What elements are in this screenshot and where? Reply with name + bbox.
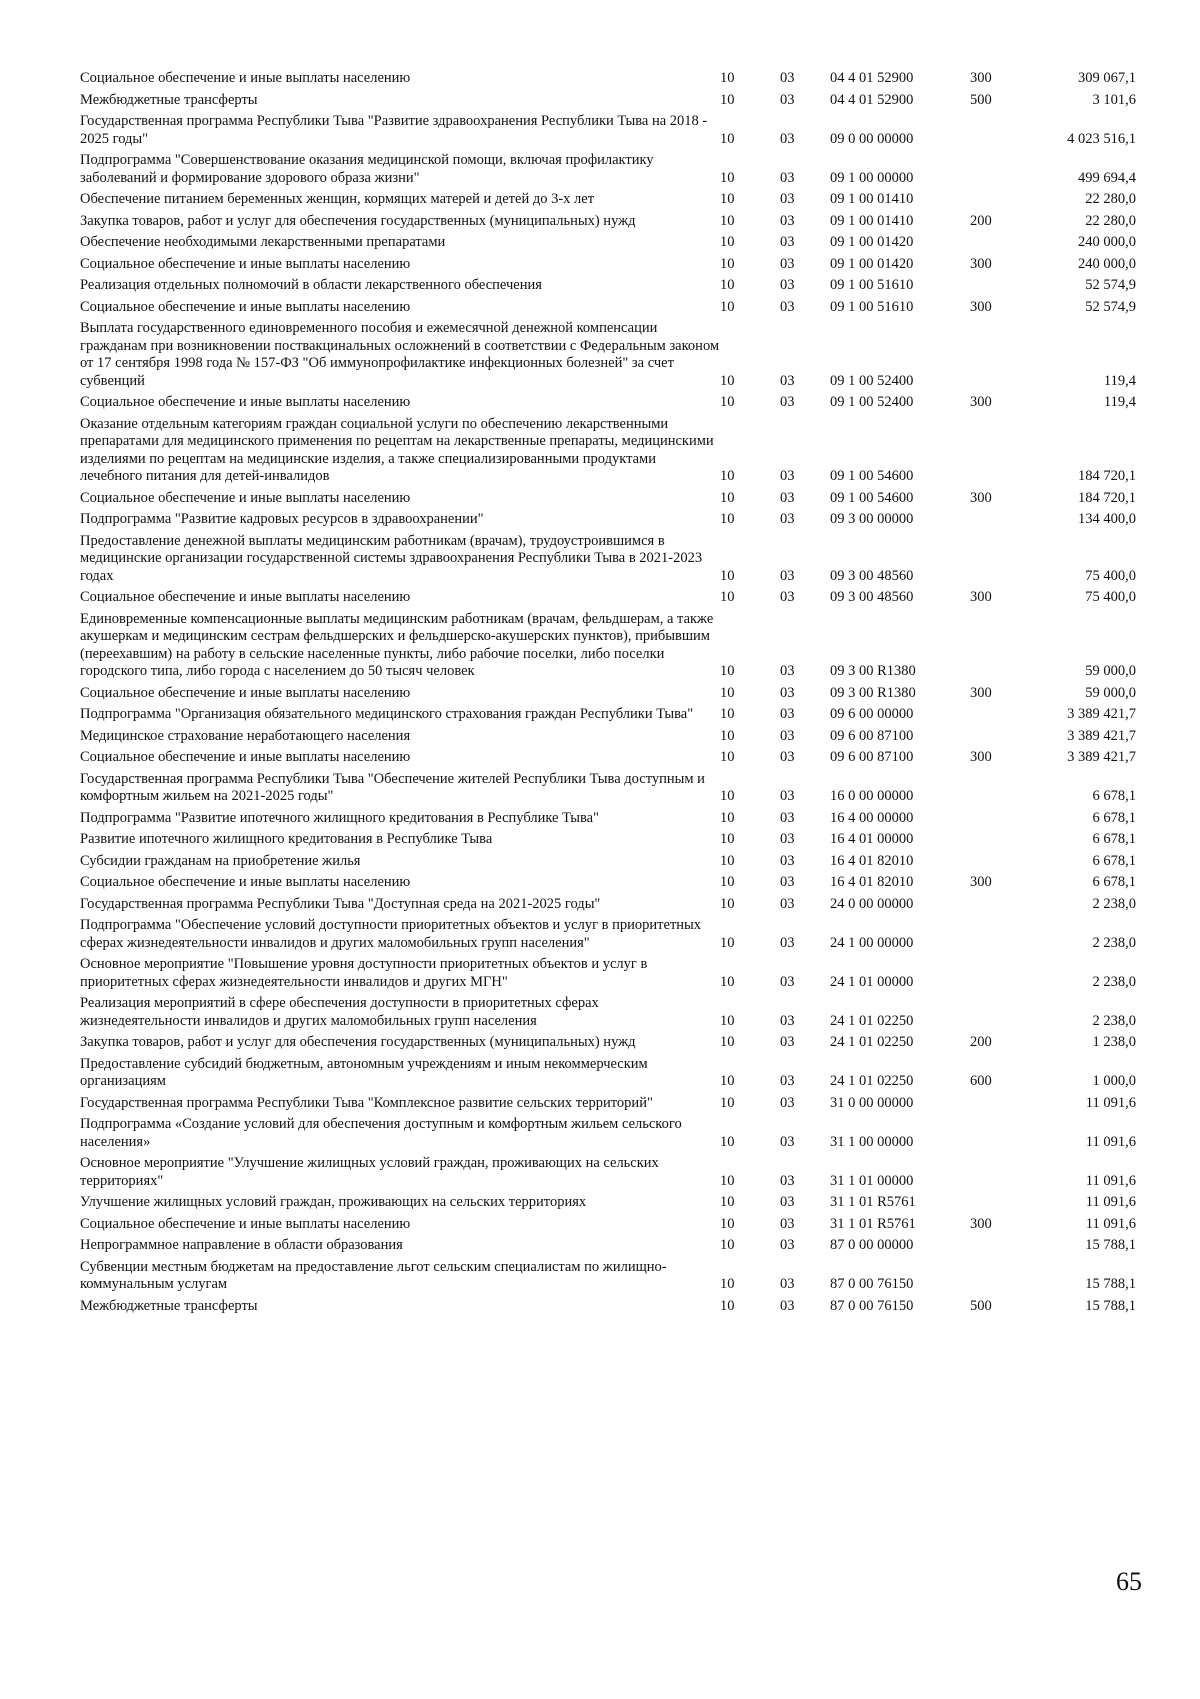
row-section: 10 <box>720 1237 735 1253</box>
row-amount: 59 000,0 <box>1085 684 1136 701</box>
table-row <box>80 189 1136 211</box>
row-target-code: 09 1 00 52400 <box>830 372 914 389</box>
row-name: Социальное обеспечение и иные выплаты населению <box>80 298 411 315</box>
row-expense-type <box>970 531 1030 588</box>
row-target-code: 24 0 00 00000 <box>830 895 914 912</box>
row-target-code: 09 1 00 51610 <box>830 298 914 315</box>
row-name: Подпрограмма «Создание условий для обеспечения доступным и комфортным жильем сельского населения» <box>80 1116 682 1150</box>
table-row <box>80 1296 1136 1318</box>
row-target-code: 31 1 00 00000 <box>830 1133 914 1150</box>
row-expense-type <box>970 894 1030 916</box>
row-subsection: 03 <box>780 468 795 484</box>
row-amount: 3 389 421,7 <box>1067 749 1136 765</box>
row-expense-type <box>970 1093 1030 1115</box>
row-amount: 22 280,0 <box>1085 191 1136 207</box>
row-subsection: 03 <box>780 852 795 869</box>
row-subsection: 03 <box>780 372 795 389</box>
table-row <box>80 275 1136 297</box>
row-section: 10 <box>720 973 735 990</box>
row-target-code: 09 1 00 01420 <box>830 234 914 250</box>
row-amount: 4 023 516,1 <box>1067 130 1136 147</box>
table-row <box>80 683 1136 705</box>
row-subsection: 03 <box>780 1133 795 1150</box>
row-subsection: 03 <box>780 809 795 826</box>
row-amount: 2 238,0 <box>1092 934 1136 951</box>
row-section: 10 <box>720 589 735 605</box>
row-target-code: 09 6 00 87100 <box>830 749 914 765</box>
row-name: Обеспечение питанием беременных женщин, кормящих матерей и детей до 3-х лет <box>80 191 595 207</box>
row-section: 10 <box>720 895 735 912</box>
row-subsection: 03 <box>780 1194 795 1210</box>
row-section: 10 <box>720 234 735 250</box>
table-row <box>80 704 1136 726</box>
table-row <box>80 1114 1136 1153</box>
row-name: Субсидии гражданам на приобретение жилья <box>80 852 361 869</box>
row-amount: 3 101,6 <box>1092 91 1136 108</box>
row-section: 10 <box>720 130 735 147</box>
row-subsection: 03 <box>780 130 795 147</box>
row-section: 10 <box>720 809 735 826</box>
row-section: 10 <box>720 663 735 679</box>
page-number: 65 <box>1116 1567 1142 1596</box>
row-amount: 11 091,6 <box>1085 1133 1136 1150</box>
row-name: Социальное обеспечение и иные выплаты населению <box>80 394 411 410</box>
row-section: 10 <box>720 706 735 722</box>
table-row <box>80 808 1136 830</box>
row-subsection: 03 <box>780 1237 795 1253</box>
table-row <box>80 1214 1136 1236</box>
row-target-code: 09 6 00 00000 <box>830 706 914 722</box>
table-row <box>80 747 1136 769</box>
row-amount: 11 091,6 <box>1085 1215 1136 1232</box>
row-target-code: 09 3 00 R1380 <box>830 663 916 679</box>
row-name: Субвенции местным бюджетам на предоставление льгот сельским специалистам по жилищно-коммунальным услугам <box>80 1258 667 1292</box>
row-target-code: 24 1 01 02250 <box>830 1012 914 1029</box>
row-subsection: 03 <box>780 589 795 605</box>
row-target-code: 24 1 00 00000 <box>830 934 914 951</box>
row-name: Предоставление денежной выплаты медицинским работникам (врачам), трудоустроившимся в медицинские организации государственной системы здравоохранения Республики Тыва в 2021-2023 годах <box>80 532 703 584</box>
row-section: 10 <box>720 1276 735 1292</box>
row-target-code: 24 1 01 02250 <box>830 1073 914 1089</box>
row-target-code: 09 0 00 00000 <box>830 130 914 147</box>
row-section: 10 <box>720 169 735 186</box>
row-amount: 52 574,9 <box>1085 277 1136 293</box>
row-name: Подпрограмма "Организация обязательного медицинского страхования граждан Республики Тыва" <box>80 706 694 722</box>
table-row <box>80 872 1136 894</box>
row-section: 10 <box>720 1215 735 1232</box>
row-target-code: 09 3 00 R1380 <box>830 684 916 701</box>
row-target-code: 09 1 00 00000 <box>830 169 914 186</box>
budget-table-body <box>80 68 1136 1317</box>
row-expense-type: 300 <box>970 589 992 605</box>
row-expense-type: 500 <box>970 1297 992 1314</box>
row-expense-type <box>970 275 1030 297</box>
row-target-code: 09 1 00 52400 <box>830 394 914 410</box>
row-subsection: 03 <box>780 973 795 990</box>
row-subsection: 03 <box>780 1172 795 1189</box>
row-subsection: 03 <box>780 874 795 890</box>
row-amount: 2 238,0 <box>1092 973 1136 990</box>
row-amount: 184 720,1 <box>1078 468 1136 484</box>
table-row <box>80 1093 1136 1115</box>
row-name: Государственная программа Республики Тыва "Обеспечение жителей Республики Тыва доступным и комфортным жильем на 2021-2025 годы" <box>80 770 705 804</box>
row-name: Оказание отдельным категориям граждан социальной услуги по обеспечению лекарственными препаратами для медицинского применения по рецептам на лекарственные препараты, медицинскими изделиями по рецептам на медицинские изделия, а также специализированными продуктами лечебного питания для детей-инвалидов <box>80 415 714 484</box>
row-name: Социальное обеспечение и иные выплаты населению <box>80 684 411 701</box>
table-row <box>80 769 1136 808</box>
row-name: Улучшение жилищных условий граждан, проживающих на сельских территориях <box>80 1194 587 1210</box>
row-section: 10 <box>720 372 735 389</box>
row-section: 10 <box>720 1172 735 1189</box>
row-amount: 52 574,9 <box>1085 298 1136 315</box>
row-subsection: 03 <box>780 1012 795 1029</box>
row-amount: 11 091,6 <box>1085 1194 1136 1210</box>
row-section: 10 <box>720 394 735 410</box>
table-row <box>80 392 1136 414</box>
row-expense-type: 200 <box>970 1034 992 1050</box>
row-target-code: 09 1 00 51610 <box>830 277 914 293</box>
row-section: 10 <box>720 1012 735 1029</box>
row-name: Социальное обеспечение и иные выплаты населению <box>80 70 411 86</box>
row-name: Государственная программа Республики Тыва "Развитие здравоохранения Республики Тыва на 2018 - 2025 годы" <box>80 113 708 147</box>
row-name: Закупка товаров, работ и услуг для обеспечения государственных (муниципальных) нужд <box>80 212 636 229</box>
row-expense-type <box>970 1192 1030 1214</box>
table-row <box>80 488 1136 510</box>
row-name: Государственная программа Республики Тыва "Доступная среда на 2021-2025 годы" <box>80 895 601 912</box>
row-expense-type <box>970 1153 1030 1192</box>
table-row <box>80 509 1136 531</box>
row-target-code: 31 1 01 R5761 <box>830 1215 916 1232</box>
table-row <box>80 894 1136 916</box>
table-row <box>80 254 1136 276</box>
row-amount: 3 389 421,7 <box>1067 706 1136 722</box>
row-section: 10 <box>720 1034 735 1050</box>
row-amount: 309 067,1 <box>1078 70 1136 86</box>
row-target-code: 16 4 01 82010 <box>830 874 914 890</box>
row-section: 10 <box>720 749 735 765</box>
row-subsection: 03 <box>780 749 795 765</box>
row-amount: 184 720,1 <box>1078 489 1136 506</box>
row-target-code: 24 1 01 02250 <box>830 1034 914 1050</box>
row-section: 10 <box>720 831 735 847</box>
row-subsection: 03 <box>780 567 795 584</box>
row-expense-type: 600 <box>970 1073 992 1089</box>
row-amount: 15 788,1 <box>1085 1276 1136 1292</box>
row-section: 10 <box>720 91 735 108</box>
row-target-code: 31 1 01 R5761 <box>830 1194 916 1210</box>
row-amount: 134 400,0 <box>1078 511 1136 527</box>
row-expense-type: 300 <box>970 684 992 701</box>
row-expense-type: 300 <box>970 255 992 272</box>
row-amount: 3 389 421,7 <box>1067 727 1136 744</box>
row-expense-type: 300 <box>970 1215 992 1232</box>
row-name: Государственная программа Республики Тыва "Комплексное развитие сельских территорий" <box>80 1094 653 1111</box>
table-row <box>80 318 1136 392</box>
table-row <box>80 1192 1136 1214</box>
row-amount: 6 678,1 <box>1092 874 1136 890</box>
row-target-code: 87 0 00 00000 <box>830 1237 914 1253</box>
row-target-code: 16 0 00 00000 <box>830 788 914 804</box>
row-name: Межбюджетные трансферты <box>80 1297 258 1314</box>
row-subsection: 03 <box>780 684 795 701</box>
row-expense-type <box>970 232 1030 254</box>
row-amount: 75 400,0 <box>1085 589 1136 605</box>
row-expense-type <box>970 150 1030 189</box>
table-row <box>80 587 1136 609</box>
row-amount: 240 000,0 <box>1078 255 1136 272</box>
row-subsection: 03 <box>780 727 795 744</box>
row-amount: 11 091,6 <box>1085 1094 1136 1111</box>
row-amount: 6 678,1 <box>1092 788 1136 804</box>
row-expense-type: 300 <box>970 489 992 506</box>
row-amount: 11 091,6 <box>1085 1172 1136 1189</box>
row-name: Социальное обеспечение и иные выплаты населению <box>80 749 411 765</box>
row-name: Обеспечение необходимыми лекарственными препаратами <box>80 234 446 250</box>
row-section: 10 <box>720 212 735 229</box>
row-expense-type <box>970 1257 1030 1296</box>
table-row <box>80 1235 1136 1257</box>
row-subsection: 03 <box>780 934 795 951</box>
row-name: Развитие ипотечного жилищного кредитования в Республике Тыва <box>80 831 493 847</box>
table-row <box>80 68 1136 90</box>
row-name: Социальное обеспечение и иные выплаты населению <box>80 255 411 272</box>
row-name: Социальное обеспечение и иные выплаты населению <box>80 1215 411 1232</box>
row-name: Медицинское страхование неработающего населения <box>80 727 411 744</box>
table-row <box>80 1054 1136 1093</box>
table-row <box>80 1257 1136 1296</box>
row-amount: 119,4 <box>1103 372 1136 389</box>
row-expense-type <box>970 829 1030 851</box>
row-expense-type <box>970 1235 1030 1257</box>
row-section: 10 <box>720 191 735 207</box>
row-subsection: 03 <box>780 1094 795 1111</box>
row-subsection: 03 <box>780 255 795 272</box>
row-expense-type: 300 <box>970 394 992 410</box>
row-section: 10 <box>720 852 735 869</box>
row-subsection: 03 <box>780 895 795 912</box>
row-section: 10 <box>720 1073 735 1089</box>
row-subsection: 03 <box>780 511 795 527</box>
row-subsection: 03 <box>780 212 795 229</box>
row-target-code: 87 0 00 76150 <box>830 1276 914 1292</box>
row-expense-type: 300 <box>970 749 992 765</box>
row-expense-type <box>970 726 1030 748</box>
table-row <box>80 954 1136 993</box>
row-target-code: 09 1 00 01410 <box>830 212 914 229</box>
table-row <box>80 211 1136 233</box>
row-subsection: 03 <box>780 234 795 250</box>
row-target-code: 87 0 00 76150 <box>830 1297 914 1314</box>
row-target-code: 09 1 00 01420 <box>830 255 914 272</box>
row-target-code: 09 3 00 00000 <box>830 511 914 527</box>
row-section: 10 <box>720 70 735 86</box>
row-expense-type <box>970 954 1030 993</box>
table-row <box>80 1153 1136 1192</box>
row-section: 10 <box>720 684 735 701</box>
row-amount: 1 238,0 <box>1092 1034 1136 1050</box>
row-expense-type <box>970 808 1030 830</box>
row-expense-type <box>970 318 1030 392</box>
row-amount: 59 000,0 <box>1085 663 1136 679</box>
row-amount: 2 238,0 <box>1092 1012 1136 1029</box>
row-expense-type: 300 <box>970 70 992 86</box>
row-target-code: 04 4 01 52900 <box>830 91 914 108</box>
row-name: Единовременные компенсационные выплаты медицинским работникам (врачам, фельдшерам, а также акушеркам и медицинским сестрам фельдшерских и фельдшерско-акушерских пунктов), прибывшим (переехавшим) на работу в сельские населенные пункты, либо рабочие поселки, либо поселки городского типа, либо города с населением до 50 тысяч человек <box>80 610 714 679</box>
table-row <box>80 297 1136 319</box>
row-expense-type <box>970 609 1030 683</box>
row-name: Социальное обеспечение и иные выплаты населению <box>80 589 411 605</box>
table-row <box>80 150 1136 189</box>
row-subsection: 03 <box>780 1073 795 1089</box>
row-subsection: 03 <box>780 277 795 293</box>
row-name: Основное мероприятие "Улучшение жилищных условий граждан, проживающих на сельских территориях" <box>80 1155 659 1189</box>
row-section: 10 <box>720 1194 735 1210</box>
row-name: Подпрограмма "Развитие кадровых ресурсов в здравоохранении" <box>80 511 484 527</box>
row-subsection: 03 <box>780 831 795 847</box>
row-name: Реализация мероприятий в сфере обеспечения доступности в приоритетных сферах жизнедеятельности инвалидов и других маломобильных групп населения <box>80 995 599 1029</box>
table-row <box>80 90 1136 112</box>
row-name: Непрограммное направление в области образования <box>80 1237 403 1253</box>
row-subsection: 03 <box>780 1276 795 1292</box>
row-section: 10 <box>720 255 735 272</box>
row-name: Реализация отдельных полномочий в области лекарственного обеспечения <box>80 277 542 293</box>
row-expense-type: 300 <box>970 298 992 315</box>
row-name: Социальное обеспечение и иные выплаты населению <box>80 489 411 506</box>
row-expense-type <box>970 851 1030 873</box>
row-target-code: 16 4 01 00000 <box>830 831 914 847</box>
table-row <box>80 531 1136 588</box>
row-expense-type <box>970 414 1030 488</box>
table-row <box>80 993 1136 1032</box>
row-amount: 1 000,0 <box>1092 1073 1136 1089</box>
row-expense-type <box>970 189 1030 211</box>
row-amount: 2 238,0 <box>1092 895 1136 912</box>
row-target-code: 16 4 00 00000 <box>830 809 914 826</box>
row-name: Основное мероприятие "Повышение уровня доступности приоритетных объектов и услуг в приоритетных сферах жизнедеятельности инвалидов и других МГН" <box>80 956 648 990</box>
row-target-code: 09 1 00 01410 <box>830 191 914 207</box>
row-amount: 15 788,1 <box>1085 1237 1136 1253</box>
row-name: Выплата государственного единовременного пособия и ежемесячной денежной компенсации гражданам при возникновении поствакцинальных осложнений в соответствии с Федеральным законом от 17 сентября 1998 года № 157-ФЗ "Об иммунопрофилактике инфекционных болезней" за счет субвенций <box>80 320 720 389</box>
row-subsection: 03 <box>780 91 795 108</box>
row-target-code: 24 1 01 00000 <box>830 973 914 990</box>
row-subsection: 03 <box>780 1297 795 1314</box>
table-row <box>80 726 1136 748</box>
row-expense-type <box>970 1114 1030 1153</box>
row-amount: 499 694,4 <box>1078 169 1136 186</box>
row-section: 10 <box>720 298 735 315</box>
row-name: Предоставление субсидий бюджетным, автономным учреждениям и иным некоммерческим организациям <box>80 1055 648 1089</box>
row-subsection: 03 <box>780 169 795 186</box>
row-expense-type <box>970 111 1030 150</box>
table-row <box>80 915 1136 954</box>
row-section: 10 <box>720 788 735 804</box>
row-target-code: 31 0 00 00000 <box>830 1094 914 1111</box>
row-section: 10 <box>720 874 735 890</box>
row-section: 10 <box>720 1094 735 1111</box>
row-name: Подпрограмма "Совершенствование оказания медицинской помощи, включая профилактику заболеваний и формирование здорового образа жизни" <box>80 152 654 186</box>
table-row <box>80 1032 1136 1054</box>
row-expense-type <box>970 993 1030 1032</box>
row-amount: 75 400,0 <box>1085 567 1136 584</box>
row-section: 10 <box>720 277 735 293</box>
row-subsection: 03 <box>780 1034 795 1050</box>
row-subsection: 03 <box>780 788 795 804</box>
row-target-code: 31 1 01 00000 <box>830 1172 914 1189</box>
row-target-code: 09 1 00 54600 <box>830 468 914 484</box>
table-row <box>80 829 1136 851</box>
row-amount: 6 678,1 <box>1092 831 1136 847</box>
row-expense-type <box>970 509 1030 531</box>
row-subsection: 03 <box>780 298 795 315</box>
row-name: Подпрограмма "Развитие ипотечного жилищного кредитования в Республике Тыва" <box>80 809 599 826</box>
row-subsection: 03 <box>780 1215 795 1232</box>
row-subsection: 03 <box>780 70 795 86</box>
table-row <box>80 609 1136 683</box>
row-amount: 119,4 <box>1103 394 1136 410</box>
table-row <box>80 111 1136 150</box>
row-target-code: 09 1 00 54600 <box>830 489 914 506</box>
table-row <box>80 414 1136 488</box>
row-amount: 6 678,1 <box>1092 809 1136 826</box>
row-name: Подпрограмма "Обеспечение условий доступности приоритетных объектов и услуг в приоритетных сферах жизнедеятельности инвалидов и других маломобильных групп населения" <box>80 917 702 951</box>
row-target-code: 09 3 00 48560 <box>830 567 914 584</box>
row-expense-type: 200 <box>970 212 992 229</box>
row-amount: 15 788,1 <box>1085 1297 1136 1314</box>
row-amount: 6 678,1 <box>1092 852 1136 869</box>
row-section: 10 <box>720 489 735 506</box>
row-section: 10 <box>720 1133 735 1150</box>
row-name: Закупка товаров, работ и услуг для обеспечения государственных (муниципальных) нужд <box>80 1034 636 1050</box>
row-section: 10 <box>720 1297 735 1314</box>
row-section: 10 <box>720 468 735 484</box>
row-section: 10 <box>720 727 735 744</box>
row-expense-type: 500 <box>970 91 992 108</box>
row-expense-type: 300 <box>970 874 992 890</box>
row-expense-type <box>970 769 1030 808</box>
row-target-code: 16 4 01 82010 <box>830 852 914 869</box>
row-amount: 240 000,0 <box>1078 234 1136 250</box>
row-subsection: 03 <box>780 706 795 722</box>
row-subsection: 03 <box>780 663 795 679</box>
row-target-code: 04 4 01 52900 <box>830 70 914 86</box>
row-subsection: 03 <box>780 394 795 410</box>
row-target-code: 09 6 00 87100 <box>830 727 914 744</box>
row-expense-type <box>970 915 1030 954</box>
row-subsection: 03 <box>780 191 795 207</box>
table-row <box>80 851 1136 873</box>
row-subsection: 03 <box>780 489 795 506</box>
row-section: 10 <box>720 567 735 584</box>
row-expense-type <box>970 704 1030 726</box>
row-section: 10 <box>720 934 735 951</box>
row-name: Социальное обеспечение и иные выплаты населению <box>80 874 411 890</box>
budget-table <box>80 68 1136 1317</box>
row-target-code: 09 3 00 48560 <box>830 589 914 605</box>
row-name: Межбюджетные трансферты <box>80 91 258 108</box>
row-amount: 22 280,0 <box>1085 212 1136 229</box>
table-row <box>80 232 1136 254</box>
row-section: 10 <box>720 511 735 527</box>
